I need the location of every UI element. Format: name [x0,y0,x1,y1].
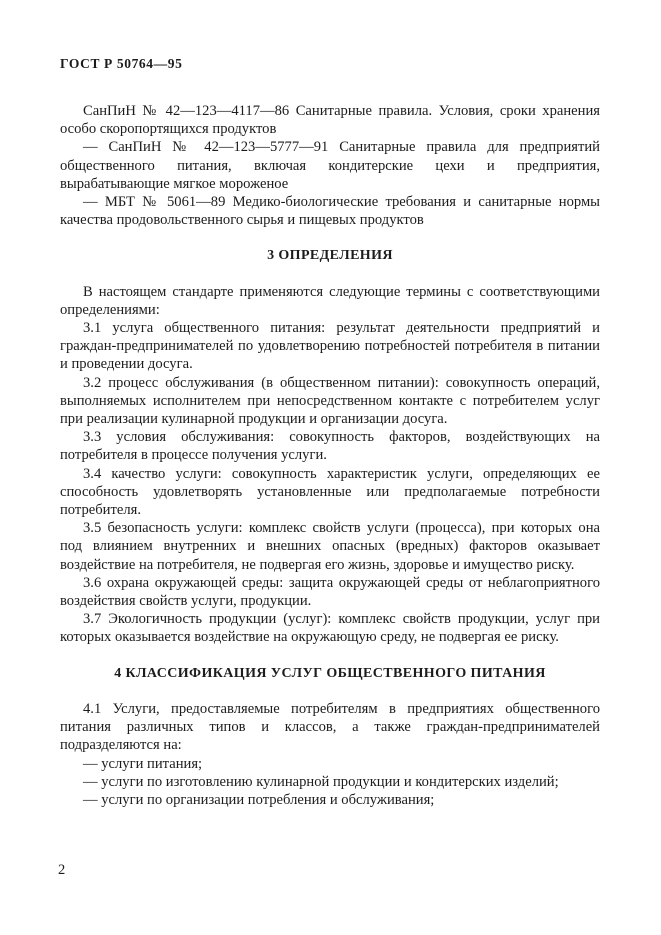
paragraph: 3.3 условия обслуживания: совокупность факторов, воздействующих на потребителя в процессе получения услуги. [60,429,600,464]
paragraph: 3.6 охрана окружающей среды: защита окружающей среды от неблагоприятного воздействия свойств услуги, продукции. [60,574,600,610]
paragraph: 3.5 безопасность услуги: комплекс свойств услуги (процесса), при которых она под влиянием внутренних и внешних опасных (вредных) факторов оказывает воздействие на потребителя, не подвергая его жизнь, здоровье и имущество риску. [60,520,600,573]
document-body [60,102,600,809]
section-heading-definitions: 3 ОПРЕДЕЛЕНИЯ [267,248,393,264]
list-item-paragraph: — услуги по организации потребления и обслуживания; [83,791,435,808]
paragraph: 3.1 услуга общественного питания: результат деятельности предприятий и граждан-предпринимателей по удовлетворению потребностей потребителя в питании и проведении досуга. [60,320,600,373]
paragraph: 4.1 Услуги, предоставляемые потребителям в предприятиях общественного питания различных типов и классов, а также граждан-предпринимателей подразделяются на: [60,700,600,754]
paragraph: СанПиН № 42—123—4117—86 Санитарные правила. Условия, сроки хранения особо скоропортящихся продуктов [60,103,600,138]
paragraph: 3.4 качество услуги: совокупность характеристик услуги, определяющих ее способность удовлетворять установленные или предполагаемые потребности потребителя. [60,465,600,519]
paragraph: — МБТ № 5061—89 Медико-биологические требования и санитарные нормы качества продовольственного сырья и пищевых продуктов [60,194,600,229]
list-item-paragraph: — услуги по изготовлению кулинарной продукции и кондитерских изделий; [83,773,559,790]
list-item-paragraph: — услуги питания; [83,755,203,772]
paragraph: 3.2 процесс обслуживания (в общественном питании): совокупность операций, выполняемых исполнителем при непосредственном контакте с потребителем услуг при реализации кулинарной продукции и организации досуга. [60,374,600,428]
paragraph: — СанПиН № 42—123—5777—91 Санитарные правила для предприятий общественного питания, включая кондитерские цехи и предприятия, вырабатывающие мягкое мороженое [60,139,600,192]
paragraph: 3.7 Экологичность продукции (услуг): комплекс свойств продукции, услуг при которых оказывается воздействие на окружающую среду, не подвергая ее риску. [60,611,600,646]
standard-code-header: ГОСТ Р 50764—95 [60,56,183,71]
section-heading-classification: 4 КЛАССИФИКАЦИЯ УСЛУГ ОБЩЕСТВЕННОГО ПИТАНИЯ [114,665,546,681]
page-number: 2 [58,862,66,878]
paragraph: В настоящем стандарте применяются следующие термины с соответствующими определениями: [60,283,600,318]
